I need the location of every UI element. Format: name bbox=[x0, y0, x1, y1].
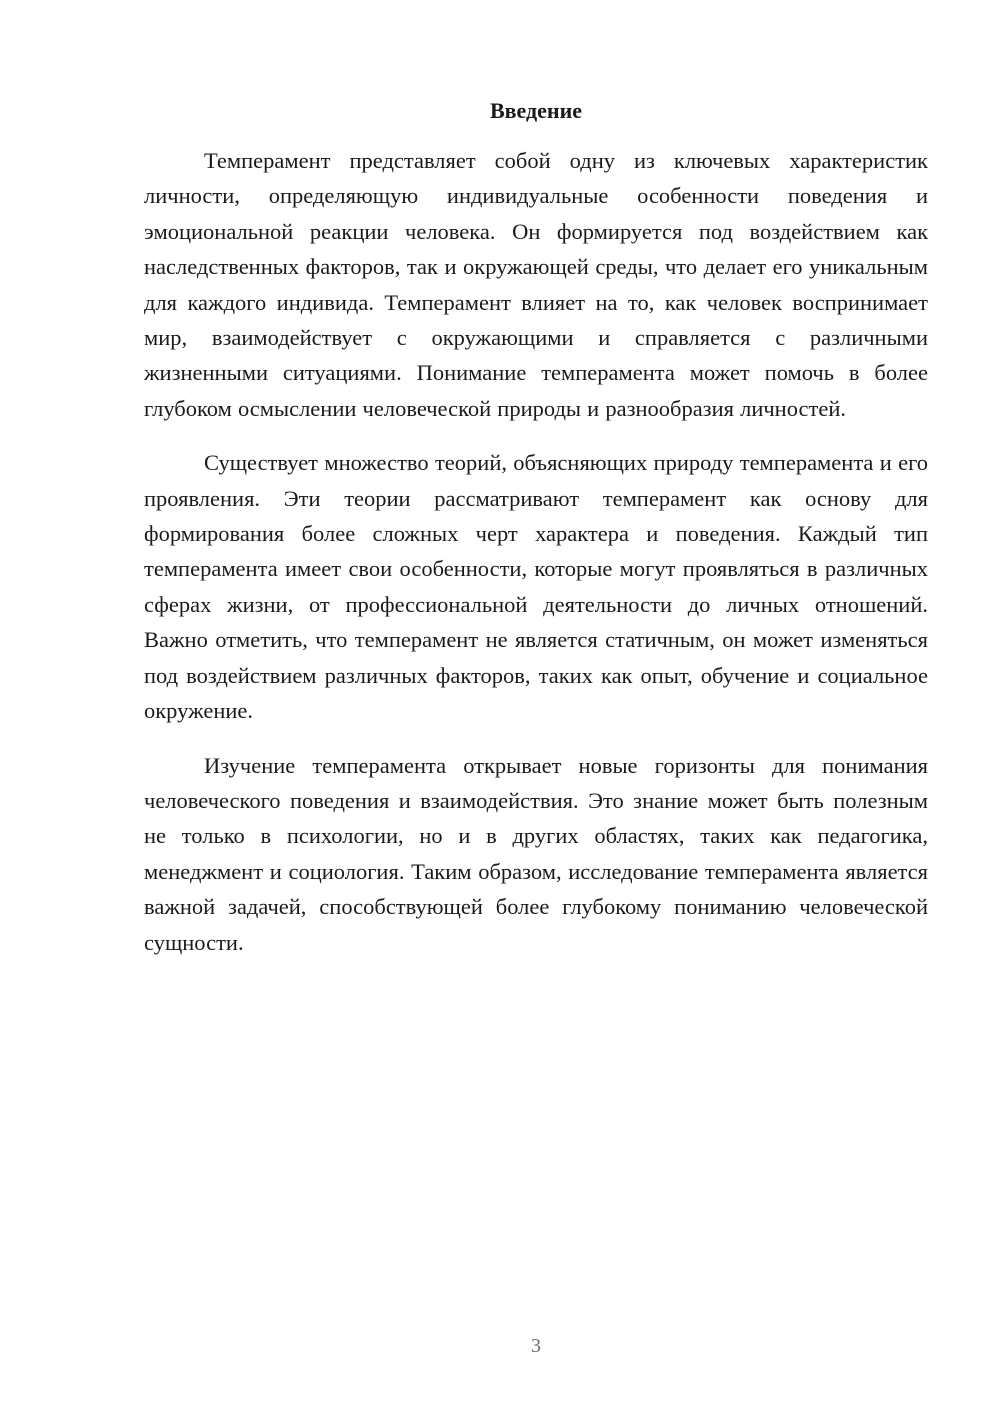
page-number: 3 bbox=[531, 1335, 541, 1357]
paragraph-1: Темперамент представляет собой одну из ключевых характеристик личности, определяющую индивидуальные особенности поведения и эмоциональной реакции человека. Он формируется под воздействием как наследственных факторов, так и окружающей среды, что делает его уникальным для каждого индивида. Темперамент влияет на то, как человек воспринимает мир, взаимодействует с окружающими и справляется с различными жизненными ситуациями. Понимание темперамента может помочь в более глубоком осмыслении человеческой природы и разнообразия личностей. bbox=[144, 148, 928, 421]
body-text bbox=[144, 143, 928, 979]
paragraph-3: Изучение темперамента открывает новые горизонты для понимания человеческого поведения и взаимодействия. Это знание может быть полезным не только в психологии, но и в других областях, таких как педагогика, менеджмент и социология. Таким образом, исследование темперамента является важной задачей, способствующей более глубокому пониманию человеческой сущности. bbox=[144, 752, 928, 955]
section-title: Введение bbox=[489, 98, 583, 123]
paragraph-2: Существует множество теорий, объясняющих природу темперамента и его проявления. Эти теории рассматривают темперамент как основу для формирования более сложных черт характера и поведения. Каждый тип темперамента имеет свои особенности, которые могут проявляться в различных сферах жизни, от профессиональной деятельности до личных отношений. Важно отметить, что темперамент не является статичным, он может изменяться под воздействием различных факторов, таких как опыт, обучение и социальное окружение. bbox=[144, 450, 928, 724]
